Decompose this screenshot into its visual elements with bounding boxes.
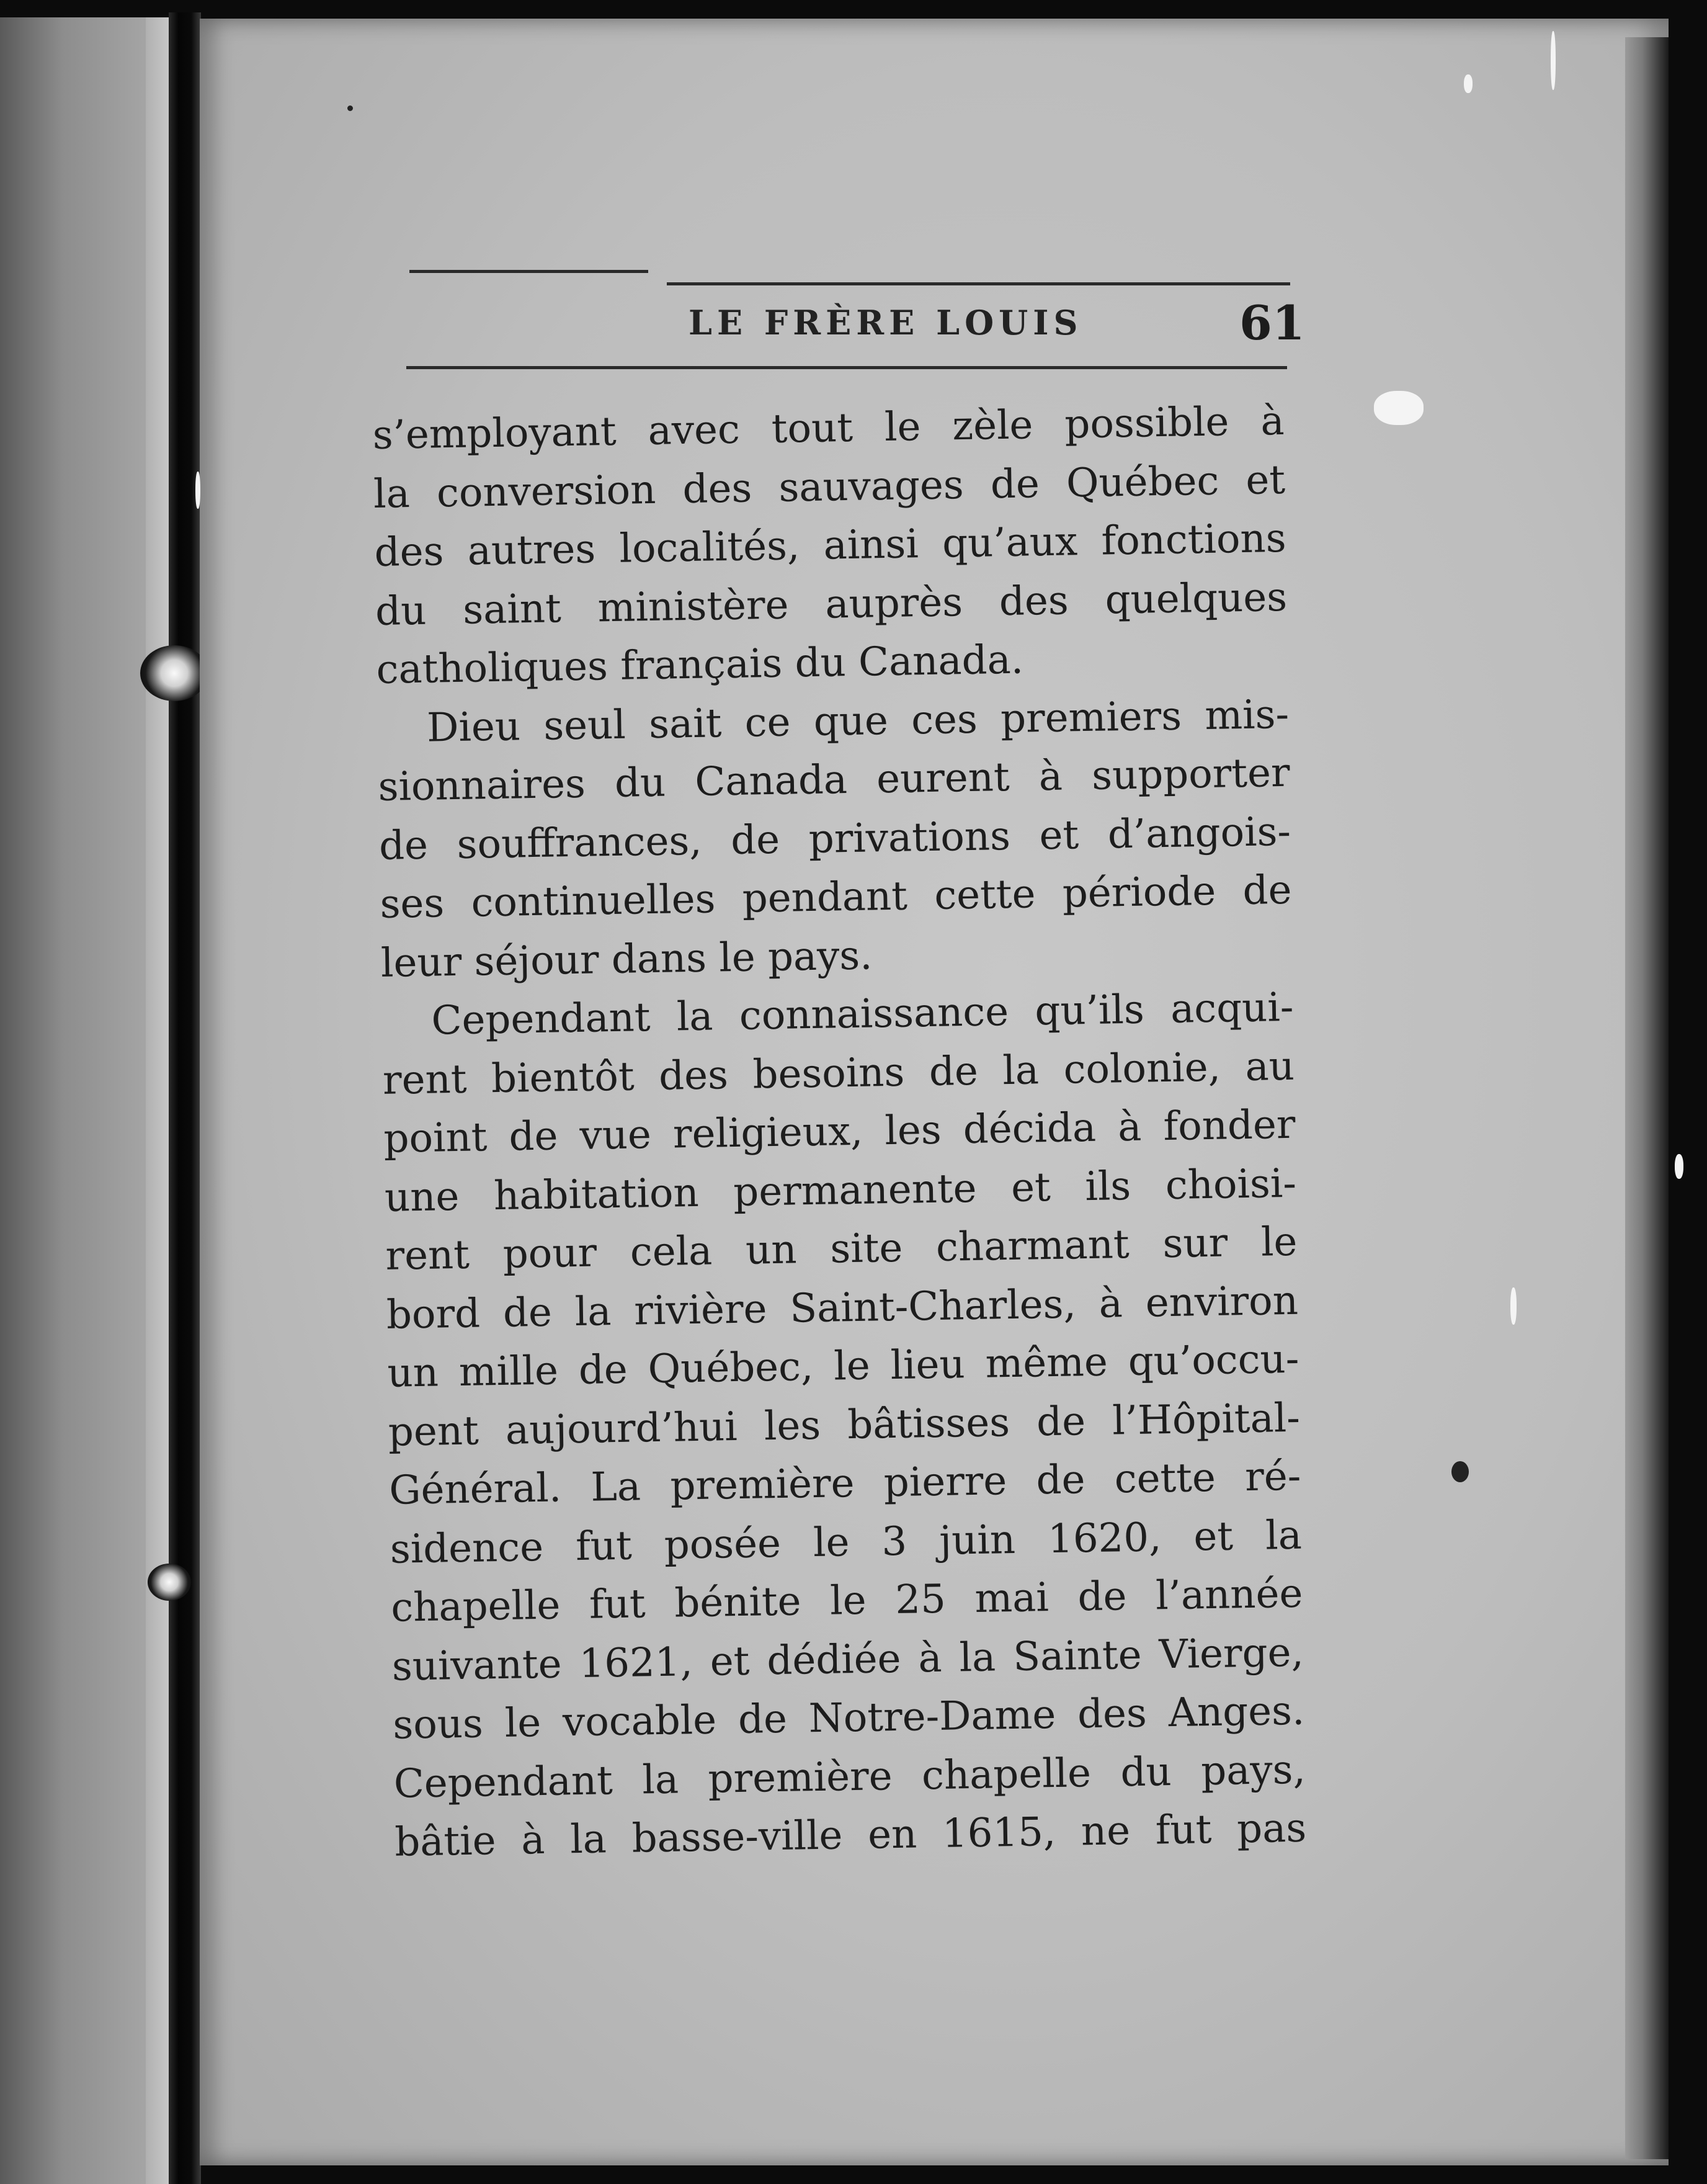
text-line: point de vue religieux, les décida à fonder [383, 1101, 1296, 1162]
text-line: des autres localités, ainsi qu’aux fonctions [374, 515, 1287, 576]
dust-speck [195, 472, 200, 509]
text-line: sidence fut posée le 3 juin 1620, et la [390, 1512, 1303, 1573]
dust-speck [1551, 31, 1556, 90]
text-line: de souffrances, de privations et d’angois- [378, 808, 1291, 869]
text-line: bord de la rivière Saint-Charles, à environ [386, 1278, 1299, 1338]
text-line: bâtie à la basse-ville en 1615, ne fut pas [394, 1805, 1307, 1866]
text-line: suivante 1621, et dédiée à la Sainte Vierge, [391, 1629, 1304, 1690]
dust-speck-dark [347, 105, 353, 111]
dust-speck [1510, 1287, 1517, 1325]
stitch-hole-lower [148, 1564, 191, 1601]
running-head-title: LE FRÈRE LOUIS [689, 303, 1083, 342]
text-line: chapelle fut bénite le 25 mai de l’année [390, 1570, 1303, 1631]
text-line: ses continuelles pendant cette période de [380, 867, 1293, 928]
text-line: s’employant avec tout le zèle possible à [372, 398, 1285, 459]
text-line: rent pour cela un site charmant sur le [385, 1219, 1298, 1279]
text-line: Général. La première pierre de cette ré- [388, 1453, 1301, 1514]
page-number: 61 [1239, 295, 1305, 351]
text-line: pent aujourd’hui les bâtisses de l’Hôpital- [388, 1395, 1301, 1456]
header-rule-top-left [409, 270, 648, 273]
text-line: un mille de Québec, le lieu même qu’occu- [386, 1336, 1299, 1397]
text-line: Dieu seul sait ce que ces premiers mis- [426, 691, 1290, 751]
text-line: catholiques français du Canada. [376, 637, 1024, 693]
header-rule-bottom [406, 366, 1287, 369]
text-line: une habitation permanente et ils choisi- [384, 1160, 1297, 1221]
text-line: Cependant la connaissance qu’ils acqui- [430, 984, 1294, 1044]
dust-speck [1374, 391, 1424, 425]
text-line: Cependant la première chapelle du pays, [393, 1747, 1306, 1807]
page-right-edge-shadow [1625, 37, 1669, 2159]
text-line: leur séjour dans le pays. [380, 932, 873, 987]
text-line: la conversion des sauvages de Québec et [373, 457, 1286, 517]
text-line: rent bientôt des besoins de la colonie, au [382, 1043, 1295, 1104]
stitch-hole-upper [140, 645, 208, 701]
dust-speck-dark [1451, 1461, 1469, 1482]
header-rule-top-right [667, 282, 1290, 285]
body-text [372, 392, 1307, 1872]
dust-speck [1675, 1154, 1683, 1179]
text-line: sionnaires du Canada eurent à supporter [378, 750, 1291, 810]
text-line: sous le vocable de Notre-Dame des Anges. [392, 1688, 1305, 1748]
dust-speck [1464, 74, 1473, 93]
text-line: du saint ministère auprès des quelques [375, 574, 1288, 635]
binding-gutter [169, 12, 201, 2184]
